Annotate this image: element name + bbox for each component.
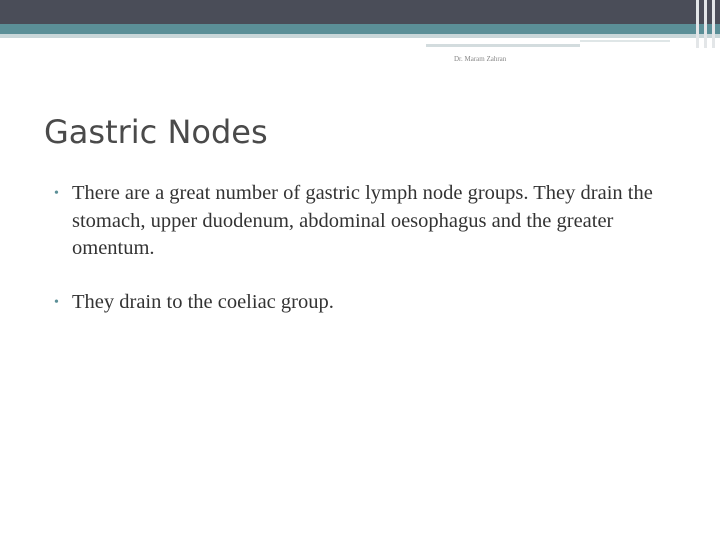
header-band-teal	[0, 24, 720, 34]
bullet-list	[54, 180, 694, 342]
bullet-icon: •	[54, 186, 59, 201]
bullet-item	[54, 180, 694, 263]
header-band-dark	[0, 0, 720, 24]
header-corner-bars	[690, 0, 720, 48]
header-band-light	[0, 34, 720, 38]
bullet-text: They drain to the coeliac group.	[72, 290, 334, 313]
bullet-text: There are a great number of gastric lymph node groups. They drain the stomach, upper duodenum, abdominal oesophagus and the greater omentum.	[72, 182, 653, 259]
corner-bar	[712, 0, 715, 48]
header-rule	[426, 44, 580, 47]
corner-bar	[704, 0, 707, 48]
header-rule-secondary	[580, 40, 670, 42]
bullet-icon: •	[54, 294, 59, 310]
author-footer: Dr. Maram Zahran	[454, 55, 507, 63]
corner-bar	[696, 0, 699, 48]
slide-title: Gastric Nodes	[44, 113, 268, 151]
bullet-item	[54, 289, 694, 317]
